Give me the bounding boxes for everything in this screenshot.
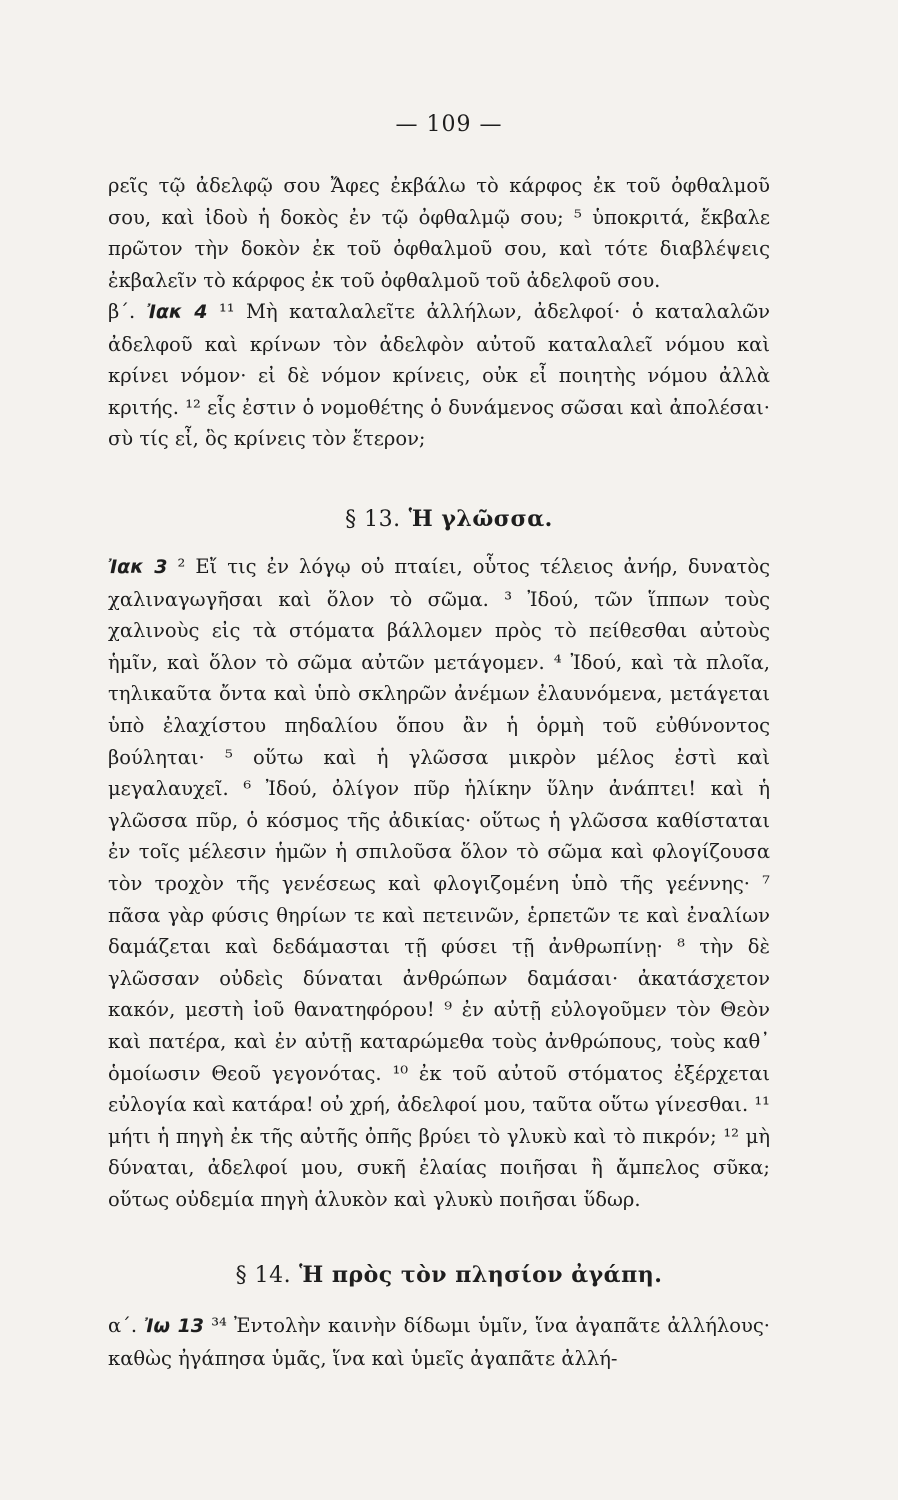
- section-title: Ἡ πρὸς τὸν πλησίον ἀγάπη.: [299, 1262, 663, 1288]
- section-sign: § 13.: [345, 507, 401, 532]
- page-number: — 109 —: [395, 112, 503, 137]
- paragraph-text: ¹¹ Μὴ καταλαλεῖτε ἀλλήλων, ἀδελφοί· ὁ καταλαλῶν ἀδελφοῦ καὶ κρίνων τὸν ἀδελφὸν αὐτοῦ καταλαλεῖ νόμου καὶ κρίνει νόμον· εἰ δὲ νόμον κρίνεις, οὐκ εἶ ποιητὴς νόμου ἀλλὰ κριτής. ¹² εἷς ἐστιν ὁ νομοθέτης ὁ δυνάμενος σῶσαι καὶ ἀπολέσαι· σὺ τίς εἶ, ὃς κρίνεις τὸν ἕτερον;: [108, 300, 770, 451]
- scripture-reference: Ἰακ 4: [146, 301, 208, 323]
- section-heading-13: [0, 506, 898, 532]
- paragraph-continuation: ρεῖς τῷ ἀδελφῷ σου Ἄφες ἐκβάλω τὸ κάρφος ἐκ τοῦ ὀφθαλμοῦ σου, καὶ ἰδοὺ ἡ δοκὸς ἐν τῷ ὀφθαλμῷ σου; ⁵ ὑποκριτά, ἔκβαλε πρῶτον τὴν δοκὸν ἐκ τοῦ ὀφθαλμοῦ σου, καὶ τότε διαβλέψεις ἐκβαλεῖν τὸ κάρφος ἐκ τοῦ ὀφθαλμοῦ τοῦ ἀδελφοῦ σου.: [108, 174, 770, 292]
- scripture-reference: Ἰακ 3: [108, 556, 168, 578]
- paragraph-iak-3: [108, 551, 770, 1215]
- section-sign: § 14.: [235, 1263, 292, 1288]
- paragraph-text: ² Εἴ τις ἐν λόγῳ οὐ πταίει, οὗτος τέλειος ἀνήρ, δυνατὸς χαλιναγωγῆσαι καὶ ὅλον τὸ σῶμα. ³ Ἰδού, τῶν ἵππων τοὺς χαλινοὺς εἰς τὰ στόματα βάλλομεν πρὸς τὸ πείθεσθαι αὐτοὺς ἡμῖν, καὶ ὅλον τὸ σῶμα αὐτῶν μετάγομεν. ⁴ Ἰδού, καὶ τὰ πλοῖα, τηλικαῦτα ὄντα καὶ ὑπὸ σκληρῶν ἀνέμων ἐλαυνόμενα, μετάγεται ὑπὸ ἐλαχίστου πηδαλίου ὅπου ἂν ἡ ὁρμὴ τοῦ εὐθύνοντος βούληται· ⁵ οὕτω καὶ ἡ γλῶσσα μικρὸν μέλος ἐστὶ καὶ μεγαλαυχεῖ. ⁶ Ἰδού, ὀλίγον πῦρ ἡλίκην ὕλην ἀνάπτει! καὶ ἡ γλῶσσα πῦρ, ὁ κόσμος τῆς ἀδικίας· οὕτως ἡ γλῶσσα καθίσταται ἐν τοῖς μέλεσιν ἡμῶν ἡ σπιλοῦσα ὅλον τὸ σῶμα καὶ φλογίζουσα τὸν τροχὸν τῆς γενέσεως καὶ φλογιζομένη ὑπὸ τῆς γεέννης· ⁷ πᾶσα γὰρ φύσις θηρίων τε καὶ πετεινῶν, ἑρπετῶν τε καὶ ἐναλίων δαμάζεται καὶ δεδάμασται τῇ φύσει τῇ ἀνθρωπίνῃ· ⁸ τὴν δὲ γλῶσσαν οὐδεὶς δύναται ἀνθρώπων δαμάσαι· ἀκατάσχετον κακόν, μεστὴ ἰοῦ θανατηφόρου! ⁹ ἐν αὐτῇ εὐλογοῦμεν τὸν Θεὸν καὶ πατέρα, καὶ ἐν αὐτῇ καταρώμεθα τοὺς ἀνθρώπους, τοὺς καθ᾿ ὁμοίωσιν Θεοῦ γεγονότας. ¹⁰ ἐκ τοῦ αὐτοῦ στόματος ἐξέρχεται εὐλογία καὶ κατάρα! οὐ χρή, ἀδελφοί μου, ταῦτα οὕτω γίνεσθαι. ¹¹ μήτι ἡ πηγὴ ἐκ τῆς αὐτῆς ὀπῆς βρύει τὸ γλυκὺ καὶ τὸ πικρόν; ¹² μὴ δύναται, ἀδελφοί μου, συκῆ ἐλαίας ποιῆσαι ἢ ἄμπελος σῦκα; οὕτως οὐδεμία πηγὴ ἁλυκὸν καὶ γλυκὺ ποιῆσαι ὕδωρ.: [108, 555, 770, 1211]
- scripture-reference: Ἰω 13: [144, 1315, 205, 1337]
- section-title: Ἡ γλῶσσα.: [408, 506, 553, 532]
- paragraph-io-13: [108, 1310, 770, 1374]
- section-heading-14: [0, 1262, 898, 1288]
- paragraph-text: ³⁴ Ἐντολὴν καινὴν δίδωμι ὑμῖν, ἵνα ἀγαπᾶτε ἀλλήλους· καθὼς ἠγάπησα ὑμᾶς, ἵνα καὶ ὑμεῖς ἀγαπᾶτε ἀλλή-: [108, 1314, 770, 1370]
- paragraph-iak-4: [108, 296, 770, 455]
- paragraph-label: β΄.: [108, 300, 136, 323]
- paragraph-label: α΄.: [108, 1314, 138, 1337]
